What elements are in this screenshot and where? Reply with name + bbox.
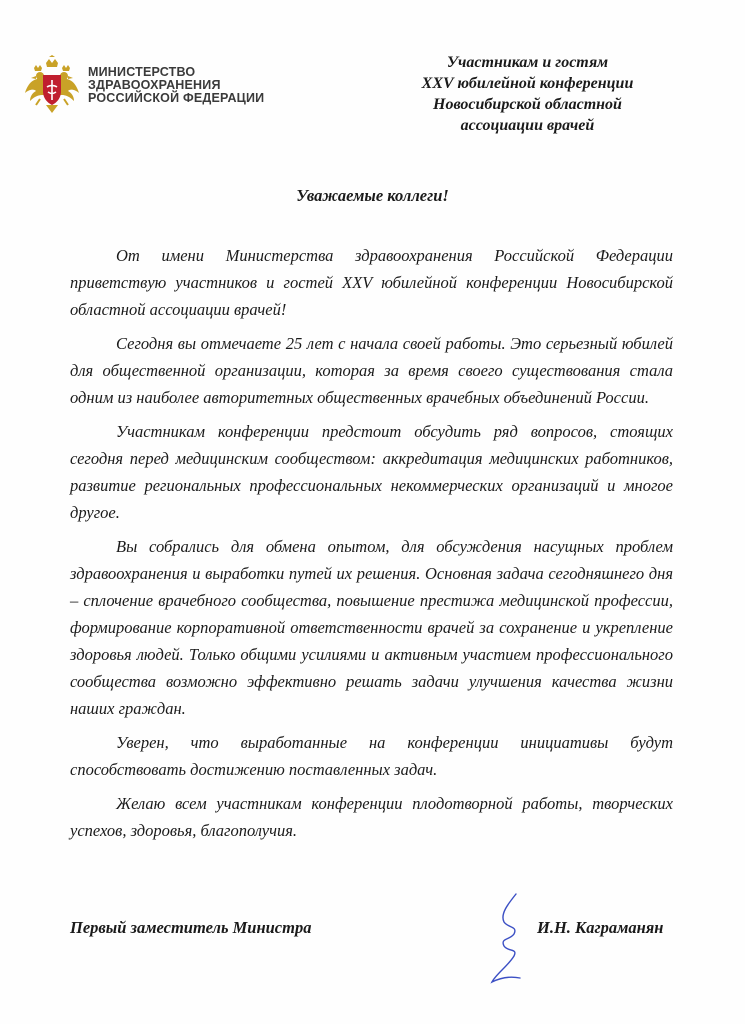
addressee-block xyxy=(395,52,660,136)
signatory-title: Первый заместитель Министра xyxy=(70,918,312,937)
letter-body xyxy=(70,242,673,851)
ministry-name-line: МИНИСТЕРСТВО xyxy=(88,64,196,79)
signatory-name: И.Н. Каграманян xyxy=(537,918,664,937)
body-paragraph: Вы собрались для обмена опытом, для обсуждения насущных проблем здравоохранения и выработки путей их решения. Основная задача сегодняшнего дня – сплочение врачебного сообщества, повышение престижа медицинской профессии, формирование корпоративной ответственности врачей за сохранение и укрепление здоровья людей. Только общими усилиями и активным участием профессионального сообщества возможно эффективно решать задачи улучшения качества жизни наших граждан. xyxy=(70,537,673,718)
addressee-line: Участникам и гостям xyxy=(446,54,609,71)
body-paragraph: Сегодня вы отмечаете 25 лет с начала своей работы. Это серьезный юбилей для общественной организации, которая за время своего существования стала одним из наиболее авторитетных общественных врачебных объединений России. xyxy=(70,334,673,407)
addressee-line: Новосибирской областной xyxy=(433,96,622,113)
ministry-logo xyxy=(22,55,264,115)
ministry-name-line: РОССИЙСКОЙ ФЕДЕРАЦИИ xyxy=(88,90,265,105)
salutation: Уважаемые коллеги! xyxy=(296,186,449,205)
double-headed-eagle-emblem-icon xyxy=(22,55,82,115)
ministry-name-line: ЗДРАВООХРАНЕНИЯ xyxy=(88,77,221,92)
addressee-line: ассоциации врачей xyxy=(460,117,595,134)
ministry-name xyxy=(88,66,264,105)
body-paragraph: Участникам конференции предстоит обсудить ряд вопросов, стоящих сегодня перед медицинским сообществом: аккредитация медицинских работников, развитие региональных профессиональных некоммерческих организаций и многое другое. xyxy=(70,422,673,522)
body-paragraph: Уверен, что выработанные на конференции инициативы будут способствовать достижению поставленных задач. xyxy=(70,733,673,779)
body-paragraph: Желаю всем участникам конференции плодотворной работы, творческих успехов, здоровья, благополучия. xyxy=(70,794,673,840)
addressee-line: XXV юбилейной конференции xyxy=(421,75,634,92)
body-paragraph: От имени Министерства здравоохранения Российской Федерации приветствую участников и гостей XXV юбилейной конференции Новосибирской областной ассоциации врачей! xyxy=(70,246,673,319)
